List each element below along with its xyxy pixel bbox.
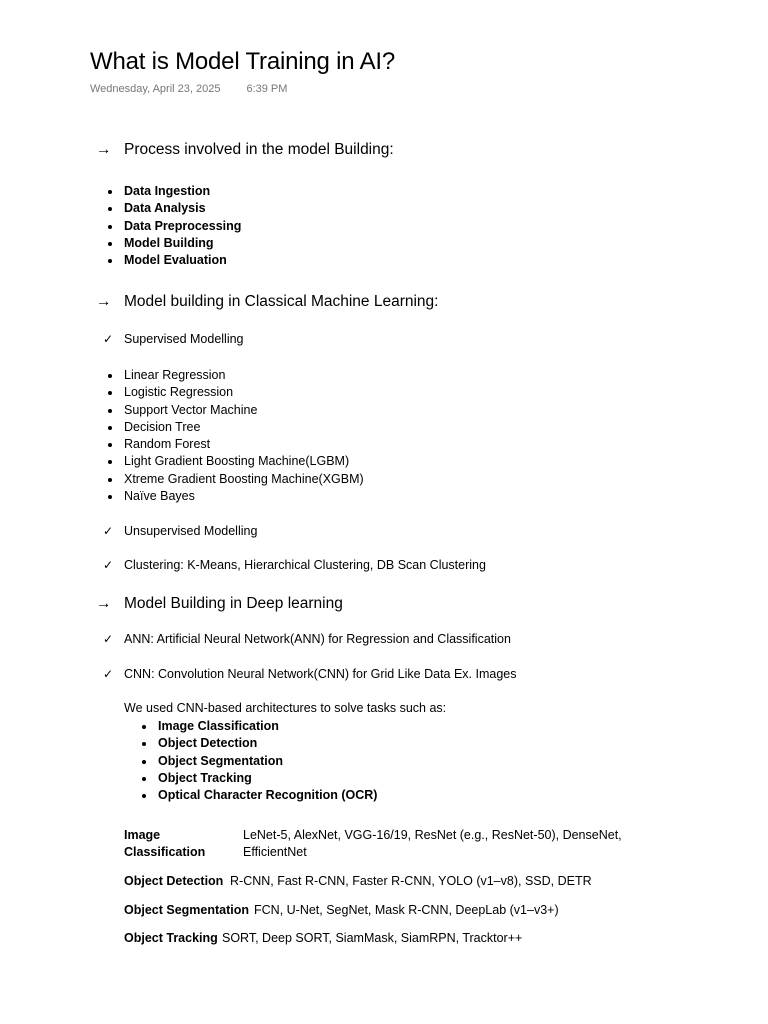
ann-line	[103, 632, 511, 646]
section-heading-classical	[96, 293, 438, 311]
supervised-modelling-line	[103, 332, 244, 346]
check-line-text: Clustering: K-Means, Hierarchical Clustering, DB Scan Clustering	[124, 558, 486, 572]
list-item: Light Gradient Boosting Machine(LGBM)	[124, 453, 364, 470]
cnn-intro-text: We used CNN-based architectures to solve tasks such as:	[124, 701, 447, 715]
table-label-object-tracking: Object Tracking	[124, 931, 218, 945]
check-line-text: ANN: Artificial Neural Network(ANN) for Regression and Classification	[124, 632, 511, 646]
list-item: Model Building	[124, 235, 241, 252]
list-item: Model Evaluation	[124, 252, 241, 269]
table-value-image-classification-1: LeNet-5, AlexNet, VGG-16/19, ResNet (e.g., ResNet-50), DenseNet,	[243, 828, 622, 842]
section-heading-text: Model Building in Deep learning	[124, 595, 343, 612]
list-item: Optical Character Recognition (OCR)	[158, 787, 377, 804]
unsupervised-modelling-line	[103, 524, 257, 538]
check-line-text: CNN: Convolution Neural Network(CNN) for Grid Like Data Ex. Images	[124, 667, 517, 681]
list-item: Data Analysis	[124, 200, 241, 217]
table-value-object-segmentation: FCN, U-Net, SegNet, Mask R-CNN, DeepLab (v1–v3+)	[254, 903, 559, 917]
list-item: Object Segmentation	[158, 753, 377, 770]
list-item: Object Tracking	[158, 770, 377, 787]
right-arrow-icon: →	[96, 141, 112, 158]
list-item: Logistic Regression	[124, 384, 364, 401]
clustering-line	[103, 558, 486, 572]
section-heading-text: Process involved in the model Building:	[124, 141, 394, 158]
cnn-line	[103, 667, 517, 681]
section-heading-deep-learning	[96, 595, 343, 613]
list-item: Naïve Bayes	[124, 488, 364, 505]
check-line-text: Unsupervised Modelling	[124, 524, 258, 538]
table-value-object-detection: R-CNN, Fast R-CNN, Faster R-CNN, YOLO (v1–v8), SSD, DETR	[230, 874, 592, 888]
table-label-image-classification-2: Classification	[124, 845, 206, 859]
checkmark-icon: ✓	[103, 332, 114, 346]
check-line-text: Supervised Modelling	[124, 332, 244, 346]
table-value-object-tracking: SORT, Deep SORT, SiamMask, SiamRPN, Tracktor++	[222, 931, 523, 945]
checkmark-icon: ✓	[103, 524, 114, 538]
list-item: Data Ingestion	[124, 183, 241, 200]
page-time: 6:39 PM	[246, 83, 288, 95]
list-item: Decision Tree	[124, 419, 364, 436]
list-item: Random Forest	[124, 436, 364, 453]
checkmark-icon: ✓	[103, 558, 114, 572]
page-timestamp	[90, 83, 287, 95]
right-arrow-icon: →	[96, 595, 112, 612]
section-heading-process	[96, 141, 394, 159]
cnn-tasks-list	[158, 718, 377, 804]
list-item: Linear Regression	[124, 367, 364, 384]
right-arrow-icon: →	[96, 293, 112, 310]
table-label-object-segmentation: Object Segmentation	[124, 903, 250, 917]
list-item: Data Preprocessing	[124, 218, 241, 235]
table-label-object-detection: Object Detection	[124, 874, 224, 888]
list-item: Xtreme Gradient Boosting Machine(XGBM)	[124, 471, 364, 488]
list-item: Support Vector Machine	[124, 402, 364, 419]
list-item: Image Classification	[158, 718, 377, 735]
section-heading-text: Model building in Classical Machine Learning:	[124, 293, 439, 310]
checkmark-icon: ✓	[103, 667, 114, 681]
table-label-image-classification-1: Image	[124, 828, 161, 842]
list-item: Object Detection	[158, 735, 377, 752]
page-title: What is Model Training in AI?	[90, 48, 396, 75]
supervised-algorithms-list	[124, 367, 364, 505]
page-date: Wednesday, April 23, 2025	[90, 83, 221, 95]
table-value-image-classification-2: EfficientNet	[243, 845, 307, 859]
checkmark-icon: ✓	[103, 632, 114, 646]
process-steps-list	[124, 183, 241, 269]
